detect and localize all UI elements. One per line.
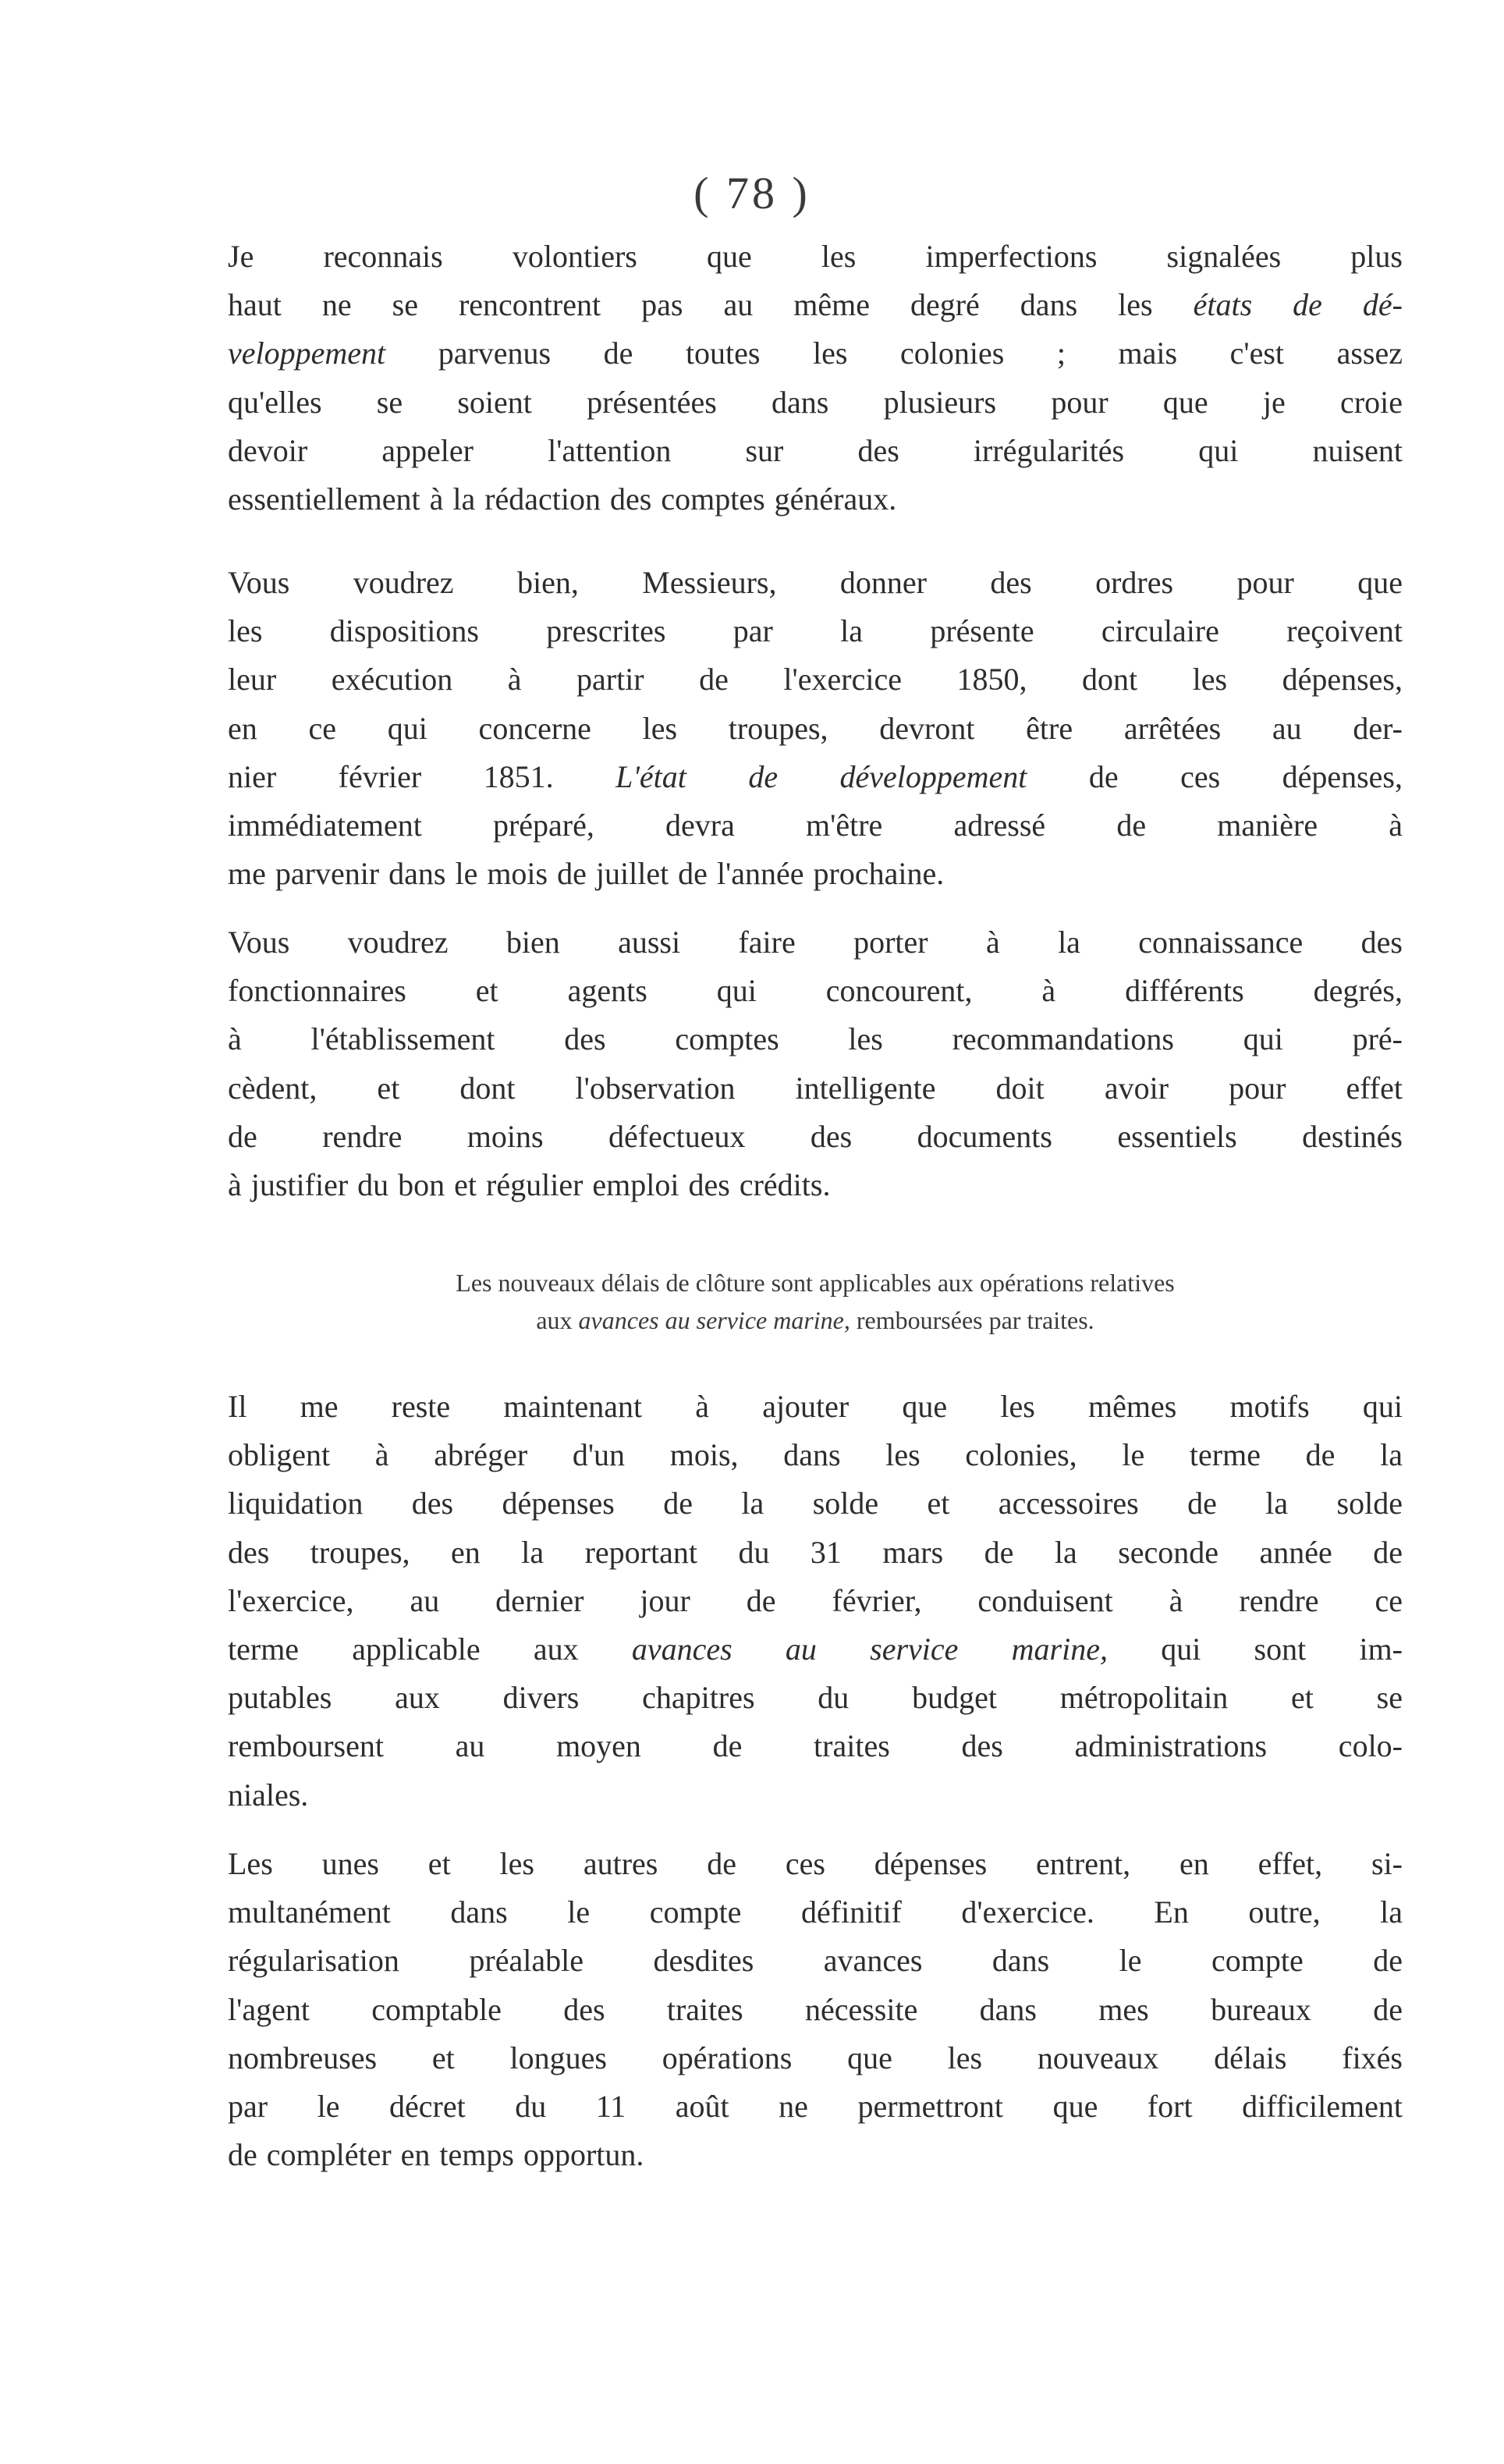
- text-line: terme applicable aux avances au service marine, qui sont im-: [228, 1631, 1403, 1667]
- text-line: en ce qui concerne les troupes, devront être arrêtées au der-: [228, 710, 1403, 746]
- text-line: Vous voudrez bien, Messieurs, donner des ordres pour que: [228, 565, 1403, 600]
- italic-text: avances au service marine,: [631, 1631, 1108, 1667]
- text-line: cèdent, et dont l'observation intelligente doit avoir pour effet: [228, 1070, 1403, 1106]
- italic-text: veloppement: [228, 336, 386, 371]
- text-line: me parvenir dans le mois de juillet de l'année prochaine.: [228, 856, 945, 892]
- note-line: Les nouveaux délais de clôture sont applicables aux opérations relatives: [456, 1269, 1175, 1297]
- paragraph-2: [228, 559, 1403, 898]
- text-line: haut ne se rencontrent pas au même degré dans les états de dé-: [228, 287, 1403, 323]
- text-line: remboursent au moyen de traites des administrations colo-: [228, 1728, 1403, 1764]
- text-line: qu'elles se soient présentées dans plusieurs pour que je croie: [228, 384, 1403, 420]
- text-line: liquidation des dépenses de la solde et accessoires de la solde: [228, 1486, 1403, 1521]
- margin-note: [228, 1264, 1403, 1339]
- paragraph-1: [228, 233, 1403, 524]
- italic-text: avances au service marine,: [578, 1306, 850, 1334]
- text-line: leur exécution à partir de l'exercice 1850, dont les dépenses,: [228, 662, 1403, 698]
- paragraph-4: [228, 1383, 1403, 1820]
- paragraph-3: [228, 918, 1403, 1209]
- text-line: putables aux divers chapitres du budget métropolitain et se: [228, 1680, 1403, 1716]
- text-line: nombreuses et longues opérations que les nouveaux délais fixés: [228, 2040, 1403, 2075]
- text-line: essentiellement à la rédaction des comptes généraux.: [228, 481, 897, 517]
- page-number: ( 78 ): [693, 168, 811, 218]
- paragraph-5: [228, 1840, 1403, 2179]
- text-line: Je reconnais volontiers que les imperfections signalées plus: [228, 239, 1403, 274]
- text-line: l'exercice, au dernier jour de février, conduisent à rendre ce: [228, 1582, 1403, 1618]
- text-line: nier février 1851. L'état de développement de ces dépenses,: [228, 758, 1403, 794]
- text-line: par le décret du 11 août ne permettront que fort difficilement: [228, 2089, 1403, 2125]
- text-line: de rendre moins défectueux des documents essentiels destinés: [228, 1118, 1403, 1154]
- text-line: à justifier du bon et régulier emploi des crédits.: [228, 1167, 831, 1203]
- text-line: à l'établissement des comptes les recommandations qui pré-: [228, 1021, 1403, 1057]
- text-line: obligent à abréger d'un mois, dans les colonies, le terme de la: [228, 1437, 1403, 1473]
- text-line: fonctionnaires et agents qui concourent, à différents degrés,: [228, 973, 1403, 1009]
- text-line: de compléter en temps opportun.: [228, 2137, 644, 2173]
- text-line: multanément dans le compte définitif d'exercice. En outre, la: [228, 1894, 1403, 1930]
- text-line: les dispositions prescrites par la présente circulaire reçoivent: [228, 613, 1403, 649]
- text-line: régularisation préalable desdites avances dans le compte de: [228, 1943, 1403, 1979]
- italic-text: états de dé-: [1193, 287, 1403, 323]
- text-line: Il me reste maintenant à ajouter que les mêmes motifs qui: [228, 1389, 1403, 1424]
- text-line: devoir appeler l'attention sur des irrégularités qui nuisent: [228, 432, 1403, 468]
- text-line: immédiatement préparé, devra m'être adressé de manière à: [228, 808, 1403, 843]
- text-line: Vous voudrez bien aussi faire porter à la connaissance des: [228, 925, 1403, 960]
- text-line: l'agent comptable des traites nécessite dans mes bureaux de: [228, 1991, 1403, 2027]
- text-line: Les unes et les autres de ces dépenses entrent, en effet, si-: [228, 1846, 1403, 1881]
- text-line: niales.: [228, 1777, 309, 1812]
- note-line: aux avances au service marine, remboursées par traites.: [536, 1306, 1094, 1334]
- text-line: des troupes, en la reportant du 31 mars de la seconde année de: [228, 1534, 1403, 1570]
- text-line: veloppement parvenus de toutes les colonies ; mais c'est assez: [228, 336, 1403, 371]
- italic-text: L'état de développement: [615, 758, 1027, 794]
